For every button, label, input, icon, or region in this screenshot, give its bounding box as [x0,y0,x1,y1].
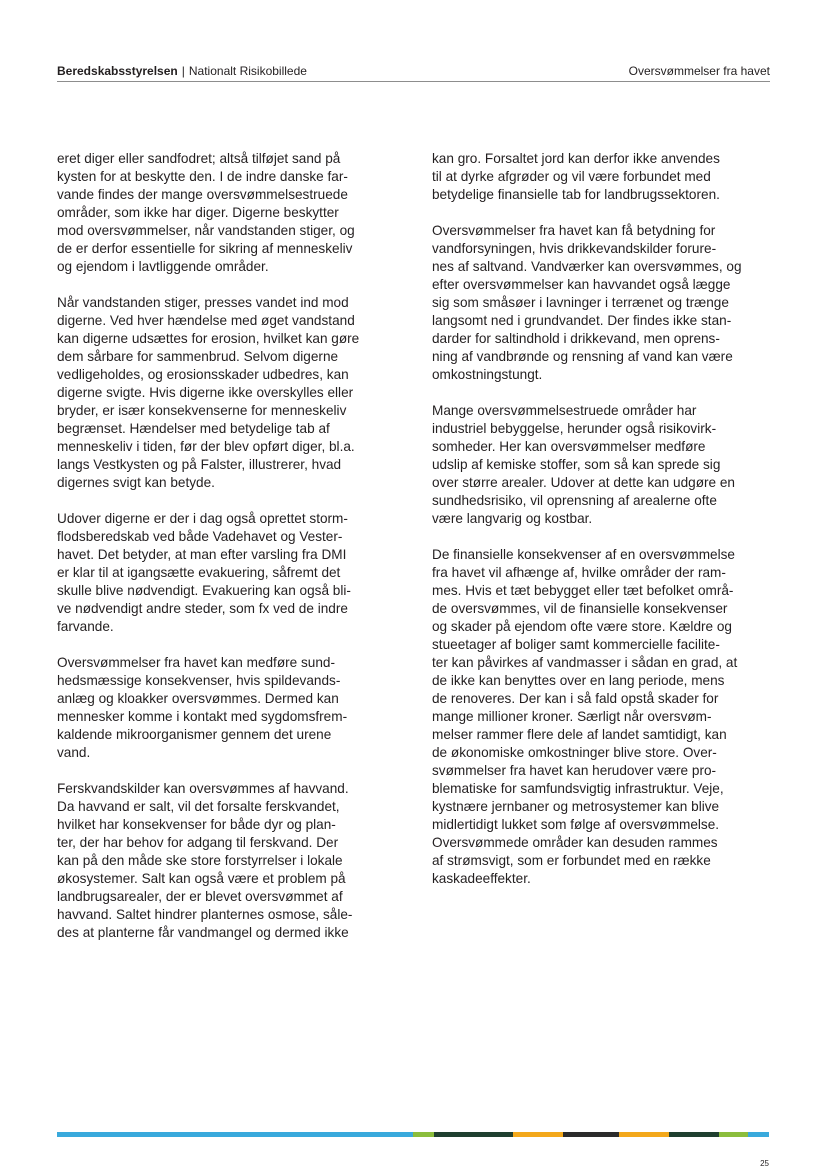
text-line: udslip af kemiske stoffer, som så kan sprede sig [432,457,721,472]
stripe-segment [619,1132,669,1137]
text-line: mes. Hvis et tæt bebygget eller tæt befolket områ- [432,583,734,598]
text-line: menneskeliv i tiden, før der blev opført diger, bl.a. [57,439,355,454]
text-line: omkostningstungt. [432,367,543,382]
text-line: svømmelser fra havet kan herudover være pro- [432,763,717,778]
right-text-column [432,150,768,906]
text-line: eret diger eller sandfodret; altså tilføjet sand på [57,151,341,166]
text-line: Da havvand er salt, vil det forsalte ferskvandet, [57,799,340,814]
text-line: og ejendom i lavtliggende områder. [57,259,269,274]
text-line: langs Vestkysten og på Falster, illustrerer, hvad [57,457,342,472]
paragraph [57,780,393,942]
text-line: somheder. Her kan oversvømmelser medføre [432,439,706,454]
text-line: skulle blive nødvendigt. Evakuering kan også bli- [57,583,351,598]
text-line: stueetager af boliger samt kommercielle facilite- [432,637,720,652]
text-line: ve nødvendigt andre steder, som fx ved de indre [57,601,348,616]
text-line: darder for saltindhold i drikkevand, men oprens- [432,331,720,346]
text-line: ter, der har behov for adgang til ferskvand. Der [57,835,339,850]
text-line: betydelige finansielle tab for landbrugssektoren. [432,187,720,202]
text-line: kystnære jernbaner og metrosystemer kan blive [432,799,720,814]
text-line: Oversvømmelser fra havet kan få betydning for [432,223,716,238]
text-line: økosystemer. Salt kan også være et problem på [57,871,346,886]
stripe-segment [513,1132,563,1137]
paragraph [57,654,393,762]
text-line: sundhedsrisiko, vil oprensning af arealerne ofte [432,493,717,508]
stripe-segment [669,1132,719,1137]
stripe-segment [57,1132,413,1137]
text-line: langsomt ned i grundvandet. Der findes ikke stan- [432,313,732,328]
text-line: de renoveres. Der kan i så fald opstå skader for [432,691,719,706]
stripe-segment [563,1132,620,1137]
text-line: flodsberedskab ved både Vadehavet og Vester- [57,529,343,544]
text-line: de økonomiske omkostninger blive store. Over- [432,745,717,760]
header-org: Beredskabsstyrelsen [57,64,178,78]
text-line: des at planterne får vandmangel og dermed ikke [57,925,349,940]
text-line: blematiske for samfundsvigtig infrastruktur. Veje, [432,781,724,796]
header-left [57,63,307,79]
text-line: Ferskvandskilder kan oversvømmes af havvand. [57,781,349,796]
stripe-segment [434,1132,512,1137]
text-line: mange millioner kroner. Særligt når oversvøm- [432,709,712,724]
header-separator: | [181,64,185,78]
paragraph [57,150,393,276]
text-line: de ikke kan benyttes over en lang periode, mens [432,673,725,688]
text-line: sig som småsøer i lavninger i terrænet og trænge [432,295,729,310]
text-line: kaskadeeffekter. [432,871,531,886]
text-line: er klar til at igangsætte evakuering, såfremt det [57,565,341,580]
stripe-segment [719,1132,747,1137]
text-line: havvand. Saltet hindrer planternes osmose, såle- [57,907,353,922]
text-line: af strømsvigt, som er forbundet med en række [432,853,711,868]
text-line: De finansielle konsekvenser af en oversvømmelse [432,547,735,562]
text-line: kan digerne udsættes for erosion, hvilket kan gøre [57,331,360,346]
text-line: dem sårbare for sammenbrud. Selvom digerne [57,349,339,364]
text-line: mennesker komme i kontakt med sygdomsfrem- [57,709,348,724]
text-line: kan på den måde ske store forstyrrelser i lokale [57,853,343,868]
text-line: anlæg og kloakker oversvømmes. Dermed kan [57,691,339,706]
text-line: over større arealer. Udover at dette kan udgøre en [432,475,735,490]
text-line: begrænset. Hændelser med betydelige tab af [57,421,330,436]
text-line: havet. Det betyder, at man efter varsling fra DMI [57,547,347,562]
text-line: de er derfor essentielle for sikring af menneskeliv [57,241,353,256]
text-line: vand. [57,745,91,760]
paragraph [432,150,768,204]
left-text-column [57,150,393,960]
text-line: hvilket har konsekvenser for både dyr og plan- [57,817,336,832]
text-line: og skader på ejendom ofte være store. Kældre og [432,619,732,634]
running-header [57,63,770,82]
text-line: de oversvømmes, vil de finansielle konsekvenser [432,601,728,616]
text-line: ter kan påvirkes af vandmasser i sådan en grad, at [432,655,738,670]
text-line: kan gro. Forsaltet jord kan derfor ikke anvendes [432,151,720,166]
text-line: bryder, er især konsekvenserne for menneskeliv [57,403,347,418]
text-line: ning af vandbrønde og rensning af vand kan være [432,349,733,364]
text-line: være langvarig og kostbar. [432,511,593,526]
header-publication: Nationalt Risikobillede [188,64,307,78]
paragraph [57,510,393,636]
footer-color-stripe [57,1132,769,1137]
text-line: vande findes der mange oversvømmelsestruede [57,187,348,202]
text-line: fra havet vil afhænge af, hvilke områder der ram- [432,565,726,580]
paragraph [57,294,393,492]
text-line: vedligeholdes, og erosionsskader udbedres, kan [57,367,349,382]
text-line: hedsmæssige konsekvenser, hvis spildevands- [57,673,341,688]
text-line: Udover digerne er der i dag også oprettet storm- [57,511,348,526]
paragraph [432,546,768,888]
page-number: 25 [760,1159,769,1168]
text-line: mod oversvømmelser, når vandstanden stiger, og [57,223,355,238]
text-line: til at dyrke afgrøder og vil være forbundet med [432,169,711,184]
header-section-title: Oversvømmelser fra havet [628,64,770,78]
paragraph [432,222,768,384]
text-line: digerne. Ved hver hændelse med øget vandstand [57,313,355,328]
text-line: Oversvømmede områder kan desuden rammes [432,835,718,850]
text-line: vandforsyningen, hvis drikkevandskilder forure- [432,241,717,256]
text-line: kaldende mikroorganismer gennem det urene [57,727,332,742]
text-line: kysten for at beskytte den. I de indre danske far- [57,169,348,184]
text-line: nes af saltvand. Vandværker kan oversvømmes, og [432,259,742,274]
text-line: Oversvømmelser fra havet kan medføre sund- [57,655,336,670]
paragraph [432,402,768,528]
text-line: områder, som ikke har diger. Digerne beskytter [57,205,339,220]
text-line: landbrugsarealer, der er blevet oversvømmet af [57,889,343,904]
text-line: industriel bebyggelse, herunder også risikovirk- [432,421,717,436]
stripe-segment [748,1132,769,1137]
text-line: Mange oversvømmelsestruede områder har [432,403,697,418]
text-line: digernes svigt kan betyde. [57,475,215,490]
stripe-segment [413,1132,434,1137]
text-line: midlertidigt lukket som følge af oversvømmelse. [432,817,720,832]
text-line: farvande. [57,619,114,634]
text-line: melser rammer flere dele af landet samtidigt, kan [432,727,727,742]
text-line: efter oversvømmelser kan havvandet også lægge [432,277,731,292]
text-line: Når vandstanden stiger, presses vandet ind mod [57,295,349,310]
text-line: digerne svigte. Hvis digerne ikke overskylles eller [57,385,354,400]
